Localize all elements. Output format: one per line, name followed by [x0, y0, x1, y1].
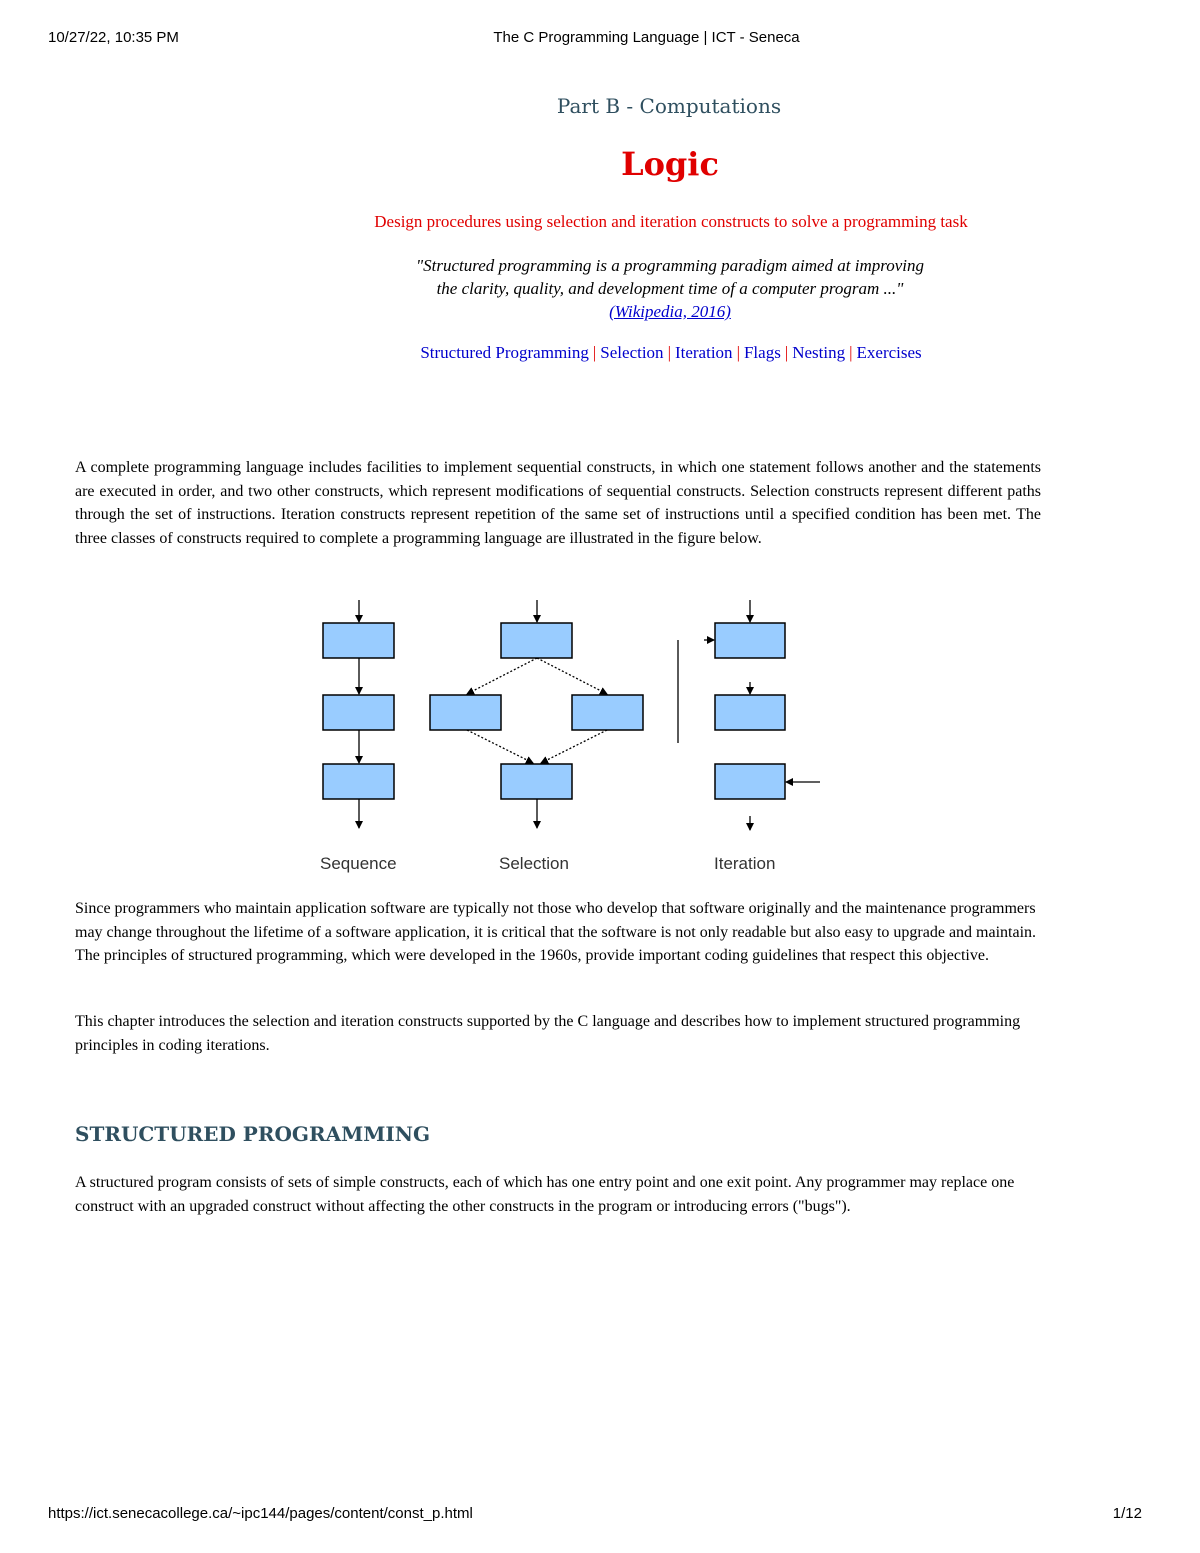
nav-separator: | [667, 343, 671, 362]
selection-branch-right [537, 658, 607, 694]
iteration-box-2 [715, 695, 785, 730]
constructs-figure [300, 592, 840, 882]
iteration-box-3 [715, 764, 785, 799]
figure-label-sequence: Sequence [320, 854, 397, 873]
nav-separator: | [736, 343, 740, 362]
nav-link-iteration[interactable]: Iteration [674, 343, 733, 362]
selection-box-right [572, 695, 643, 730]
intro-paragraph: A complete programming language includes facilities to implement sequential constructs, in which one statement follows another and the statements are executed in order, and two other constructs, which represent modifications of sequential constructs. Selection constructs represent different paths through the set of instructions. Iteration constructs represent repetition of the same set of instructions until a specified condition has been met. The three classes of constructs required to complete a programming language are illustrated in the figure below. [75, 459, 1041, 547]
print-header [0, 29, 1200, 49]
quote-citation-link[interactable]: (Wikipedia, 2016) [609, 302, 731, 321]
part-title: Part B - Computations [556, 94, 782, 118]
selection-box-top [501, 623, 572, 658]
selection-merge-left [467, 730, 533, 763]
nav-link-nesting[interactable]: Nesting [792, 343, 846, 362]
chapter-nav [0, 343, 1200, 363]
nav-link-exercises[interactable]: Exercises [856, 343, 922, 362]
sequence-box-3 [323, 764, 394, 799]
nav-separator: | [592, 343, 597, 362]
print-url: https://ict.senecacollege.ca/~ipc144/pages/content/const_p.html [48, 1505, 473, 1522]
quote-line-2: the clarity, quality, and development time of a computer program ..." [436, 279, 904, 298]
print-page-number: 1/12 [1112, 1505, 1142, 1522]
nav-separator: | [784, 343, 789, 362]
nav-link-flags[interactable]: Flags [743, 343, 781, 362]
section-heading-structured-programming: STRUCTURED PROGRAMMING [75, 1122, 431, 1146]
iteration-box-1 [715, 623, 785, 658]
figure-label-iteration: Iteration [714, 854, 776, 873]
maintenance-paragraph: Since programmers who maintain application software are typically not those who develop that software originally and the maintenance programmers may change throughout the lifetime of a software application, it is critical that the software is not only readable but also easy to upgrade and maintain. The principles of structured programming, which were developed in the 1960s, provide important coding guidelines that respect this objective. [75, 900, 1037, 964]
structured-program-paragraph: A structured program consists of sets of simple constructs, each of which has one entry point and one exit point. Any programmer may replace one construct with an upgraded construct without affecting the other constructs in the program or introducing errors ("bugs"). [75, 1174, 1015, 1215]
print-datetime: 10/27/22, 10:35 PM [48, 29, 179, 46]
chapter-objective: Design procedures using selection and iteration constructs to solve a programming task [374, 212, 968, 231]
figure-label-selection: Selection [499, 854, 569, 873]
nav-link-selection[interactable]: Selection [600, 343, 664, 362]
constructs-diagram [300, 592, 840, 882]
print-page-title: The C Programming Language | ICT - Seneca [493, 29, 800, 46]
quote-block [0, 254, 1200, 323]
selection-box-left [430, 695, 501, 730]
print-footer [0, 1505, 1200, 1525]
sequence-box-2 [323, 695, 394, 730]
quote-line-1: "Structured programming is a programming paradigm aimed at improving [415, 256, 924, 275]
nav-separator: | [849, 343, 853, 362]
selection-merge-right [541, 730, 607, 763]
selection-branch-left [467, 658, 537, 694]
chapter-intro-paragraph: This chapter introduces the selection and iteration constructs supported by the C language and describes how to implement structured programming principles in coding iterations. [75, 1013, 1021, 1054]
sequence-box-1 [323, 623, 394, 658]
nav-link-structured-programming[interactable]: Structured Programming [420, 343, 589, 362]
chapter-title: Logic [621, 145, 719, 183]
selection-box-bottom [501, 764, 572, 799]
